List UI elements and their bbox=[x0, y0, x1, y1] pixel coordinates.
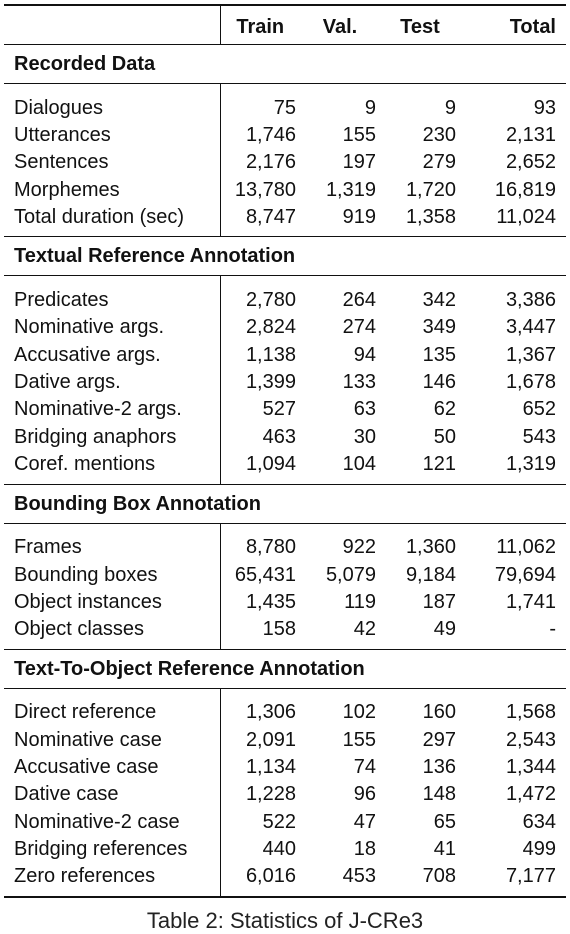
table-row bbox=[4, 121, 566, 148]
row-label: Accusative case bbox=[4, 753, 220, 780]
total-value: 499 bbox=[522, 837, 556, 860]
table-row bbox=[4, 753, 566, 780]
val-value: 155 bbox=[342, 123, 376, 146]
test-value: 187 bbox=[422, 590, 456, 613]
row-label: Nominative-2 case bbox=[4, 808, 220, 835]
test-value: 9 bbox=[444, 96, 456, 119]
train-value: 13,780 bbox=[234, 178, 296, 201]
row-label: Coref. mentions bbox=[4, 450, 220, 484]
section-title: Text-To-Object Reference Annotation bbox=[4, 649, 566, 688]
total-value: 7,177 bbox=[505, 865, 556, 888]
val-value: 42 bbox=[353, 618, 376, 641]
total-value: 1,319 bbox=[505, 452, 556, 475]
section-title: Bounding Box Annotation bbox=[4, 484, 566, 523]
test-value: 1,358 bbox=[405, 205, 456, 228]
header-blank-cell bbox=[4, 5, 220, 45]
row-label: Utterances bbox=[4, 121, 220, 148]
train-value: 65,431 bbox=[234, 563, 296, 586]
test-value: 65 bbox=[433, 810, 456, 833]
test-value: 121 bbox=[422, 452, 456, 475]
row-label: Object instances bbox=[4, 588, 220, 615]
row-label: Zero references bbox=[4, 863, 220, 896]
table-row bbox=[4, 396, 566, 423]
table-bottom-rule bbox=[4, 896, 566, 897]
val-value: 104 bbox=[342, 452, 376, 475]
header-test: Test bbox=[380, 5, 460, 45]
val-value: 102 bbox=[342, 701, 376, 724]
test-value: 342 bbox=[422, 289, 456, 312]
test-value: 136 bbox=[422, 755, 456, 778]
val-value: 30 bbox=[353, 425, 376, 448]
total-value: 543 bbox=[522, 425, 556, 448]
val-value: 197 bbox=[342, 151, 376, 174]
row-label: Frames bbox=[4, 523, 220, 561]
train-value: 1,138 bbox=[245, 343, 296, 366]
val-value: 18 bbox=[353, 837, 376, 860]
val-value: 919 bbox=[342, 205, 376, 228]
test-value: 49 bbox=[433, 618, 456, 641]
table-row bbox=[4, 615, 566, 649]
total-value: 1,741 bbox=[505, 590, 556, 613]
header-total: Total bbox=[460, 5, 566, 45]
total-value: 2,131 bbox=[505, 123, 556, 146]
total-value: 2,543 bbox=[505, 728, 556, 751]
total-value: 11,062 bbox=[496, 536, 556, 559]
row-label: Morphemes bbox=[4, 176, 220, 203]
val-value: 453 bbox=[342, 865, 376, 888]
train-value: 2,176 bbox=[245, 151, 296, 174]
statistics-table-container bbox=[4, 4, 566, 898]
train-value: 1,746 bbox=[245, 123, 296, 146]
test-value: 135 bbox=[422, 343, 456, 366]
total-value: 652 bbox=[522, 398, 556, 421]
test-value: 297 bbox=[422, 728, 456, 751]
train-value: 8,780 bbox=[245, 536, 296, 559]
table-row bbox=[4, 561, 566, 588]
val-value: 119 bbox=[344, 590, 376, 613]
train-value: 75 bbox=[273, 96, 296, 119]
total-value: 93 bbox=[533, 96, 556, 119]
row-label: Object classes bbox=[4, 615, 220, 649]
test-value: 62 bbox=[433, 398, 456, 421]
total-value: - bbox=[549, 618, 556, 641]
total-value: 79,694 bbox=[494, 563, 556, 586]
row-label: Nominative case bbox=[4, 726, 220, 753]
table-row bbox=[4, 368, 566, 395]
table-row bbox=[4, 808, 566, 835]
row-label: Dative case bbox=[4, 781, 220, 808]
val-value: 274 bbox=[342, 316, 376, 339]
table-row bbox=[4, 149, 566, 176]
total-value: 634 bbox=[522, 810, 556, 833]
row-label: Direct reference bbox=[4, 688, 220, 726]
val-value: 133 bbox=[342, 371, 376, 394]
test-value: 41 bbox=[433, 837, 456, 860]
table-row bbox=[4, 203, 566, 237]
train-value: 527 bbox=[262, 398, 296, 421]
train-value: 1,399 bbox=[245, 371, 296, 394]
total-value: 2,652 bbox=[505, 151, 556, 174]
table-row bbox=[4, 423, 566, 450]
test-value: 708 bbox=[422, 865, 456, 888]
total-value: 16,819 bbox=[494, 178, 556, 201]
test-value: 146 bbox=[422, 371, 456, 394]
total-value: 1,568 bbox=[505, 701, 556, 724]
row-label: Bridging anaphors bbox=[4, 423, 220, 450]
table-row bbox=[4, 835, 566, 862]
section-title: Textual Reference Annotation bbox=[4, 237, 566, 276]
table-row bbox=[4, 314, 566, 341]
train-value: 2,091 bbox=[245, 728, 296, 751]
val-value: 9 bbox=[364, 96, 376, 119]
section-header-row bbox=[4, 484, 566, 523]
test-value: 230 bbox=[422, 123, 456, 146]
table-row bbox=[4, 523, 566, 561]
table-row bbox=[4, 276, 566, 314]
table-row bbox=[4, 84, 566, 122]
train-value: 1,094 bbox=[245, 452, 296, 475]
table-header-row bbox=[4, 5, 566, 45]
row-label: Nominative-2 args. bbox=[4, 396, 220, 423]
table-row bbox=[4, 176, 566, 203]
row-label: Nominative args. bbox=[4, 314, 220, 341]
val-value: 63 bbox=[353, 398, 376, 421]
val-value: 922 bbox=[342, 536, 376, 559]
total-value: 1,367 bbox=[505, 343, 556, 366]
train-value: 1,435 bbox=[245, 590, 296, 613]
total-value: 1,678 bbox=[505, 371, 556, 394]
test-value: 148 bbox=[422, 783, 456, 806]
table-caption: Table 2: Statistics of J-CRe3 bbox=[146, 908, 424, 933]
section-header-row bbox=[4, 45, 566, 84]
bottom-rule-cell bbox=[4, 896, 566, 897]
train-value: 6,016 bbox=[245, 865, 296, 888]
test-value: 9,184 bbox=[405, 563, 456, 586]
test-value: 349 bbox=[422, 316, 456, 339]
table-row bbox=[4, 726, 566, 753]
table-row bbox=[4, 688, 566, 726]
test-value: 279 bbox=[422, 151, 456, 174]
val-value: 5,079 bbox=[325, 563, 376, 586]
train-value: 1,306 bbox=[245, 701, 296, 724]
test-value: 50 bbox=[433, 425, 456, 448]
train-value: 1,228 bbox=[245, 783, 296, 806]
val-value: 264 bbox=[342, 289, 376, 312]
total-value: 3,447 bbox=[505, 316, 556, 339]
train-value: 440 bbox=[262, 837, 296, 860]
row-label: Bounding boxes bbox=[4, 561, 220, 588]
train-value: 8,747 bbox=[245, 205, 296, 228]
table-row bbox=[4, 588, 566, 615]
train-value: 522 bbox=[262, 810, 296, 833]
row-label: Bridging references bbox=[4, 835, 220, 862]
row-label: Dative args. bbox=[4, 368, 220, 395]
table-row bbox=[4, 781, 566, 808]
val-value: 74 bbox=[353, 755, 376, 778]
total-value: 11,024 bbox=[496, 205, 556, 228]
test-value: 160 bbox=[422, 701, 456, 724]
row-label: Accusative args. bbox=[4, 341, 220, 368]
val-value: 155 bbox=[342, 728, 376, 751]
val-value: 96 bbox=[353, 783, 376, 806]
row-label: Dialogues bbox=[4, 84, 220, 122]
section-title: Recorded Data bbox=[4, 45, 566, 84]
total-value: 1,472 bbox=[505, 783, 556, 806]
section-header-row bbox=[4, 237, 566, 276]
train-value: 463 bbox=[262, 425, 296, 448]
test-value: 1,720 bbox=[405, 178, 456, 201]
test-value: 1,360 bbox=[405, 536, 456, 559]
table-body bbox=[4, 45, 566, 897]
row-label: Sentences bbox=[4, 149, 220, 176]
table-row bbox=[4, 863, 566, 896]
val-value: 1,319 bbox=[325, 178, 376, 201]
row-label: Predicates bbox=[4, 276, 220, 314]
row-label: Total duration (sec) bbox=[4, 203, 220, 237]
val-value: 47 bbox=[353, 810, 376, 833]
train-value: 158 bbox=[262, 618, 296, 641]
statistics-table bbox=[4, 4, 566, 898]
train-value: 2,780 bbox=[245, 289, 296, 312]
table-row bbox=[4, 341, 566, 368]
train-value: 1,134 bbox=[245, 755, 296, 778]
header-train: Train bbox=[220, 5, 300, 45]
table-row bbox=[4, 450, 566, 484]
val-value: 94 bbox=[353, 343, 376, 366]
total-value: 3,386 bbox=[505, 289, 556, 312]
total-value: 1,344 bbox=[505, 755, 556, 778]
train-value: 2,824 bbox=[245, 316, 296, 339]
section-header-row bbox=[4, 649, 566, 688]
header-val: Val. bbox=[300, 5, 380, 45]
